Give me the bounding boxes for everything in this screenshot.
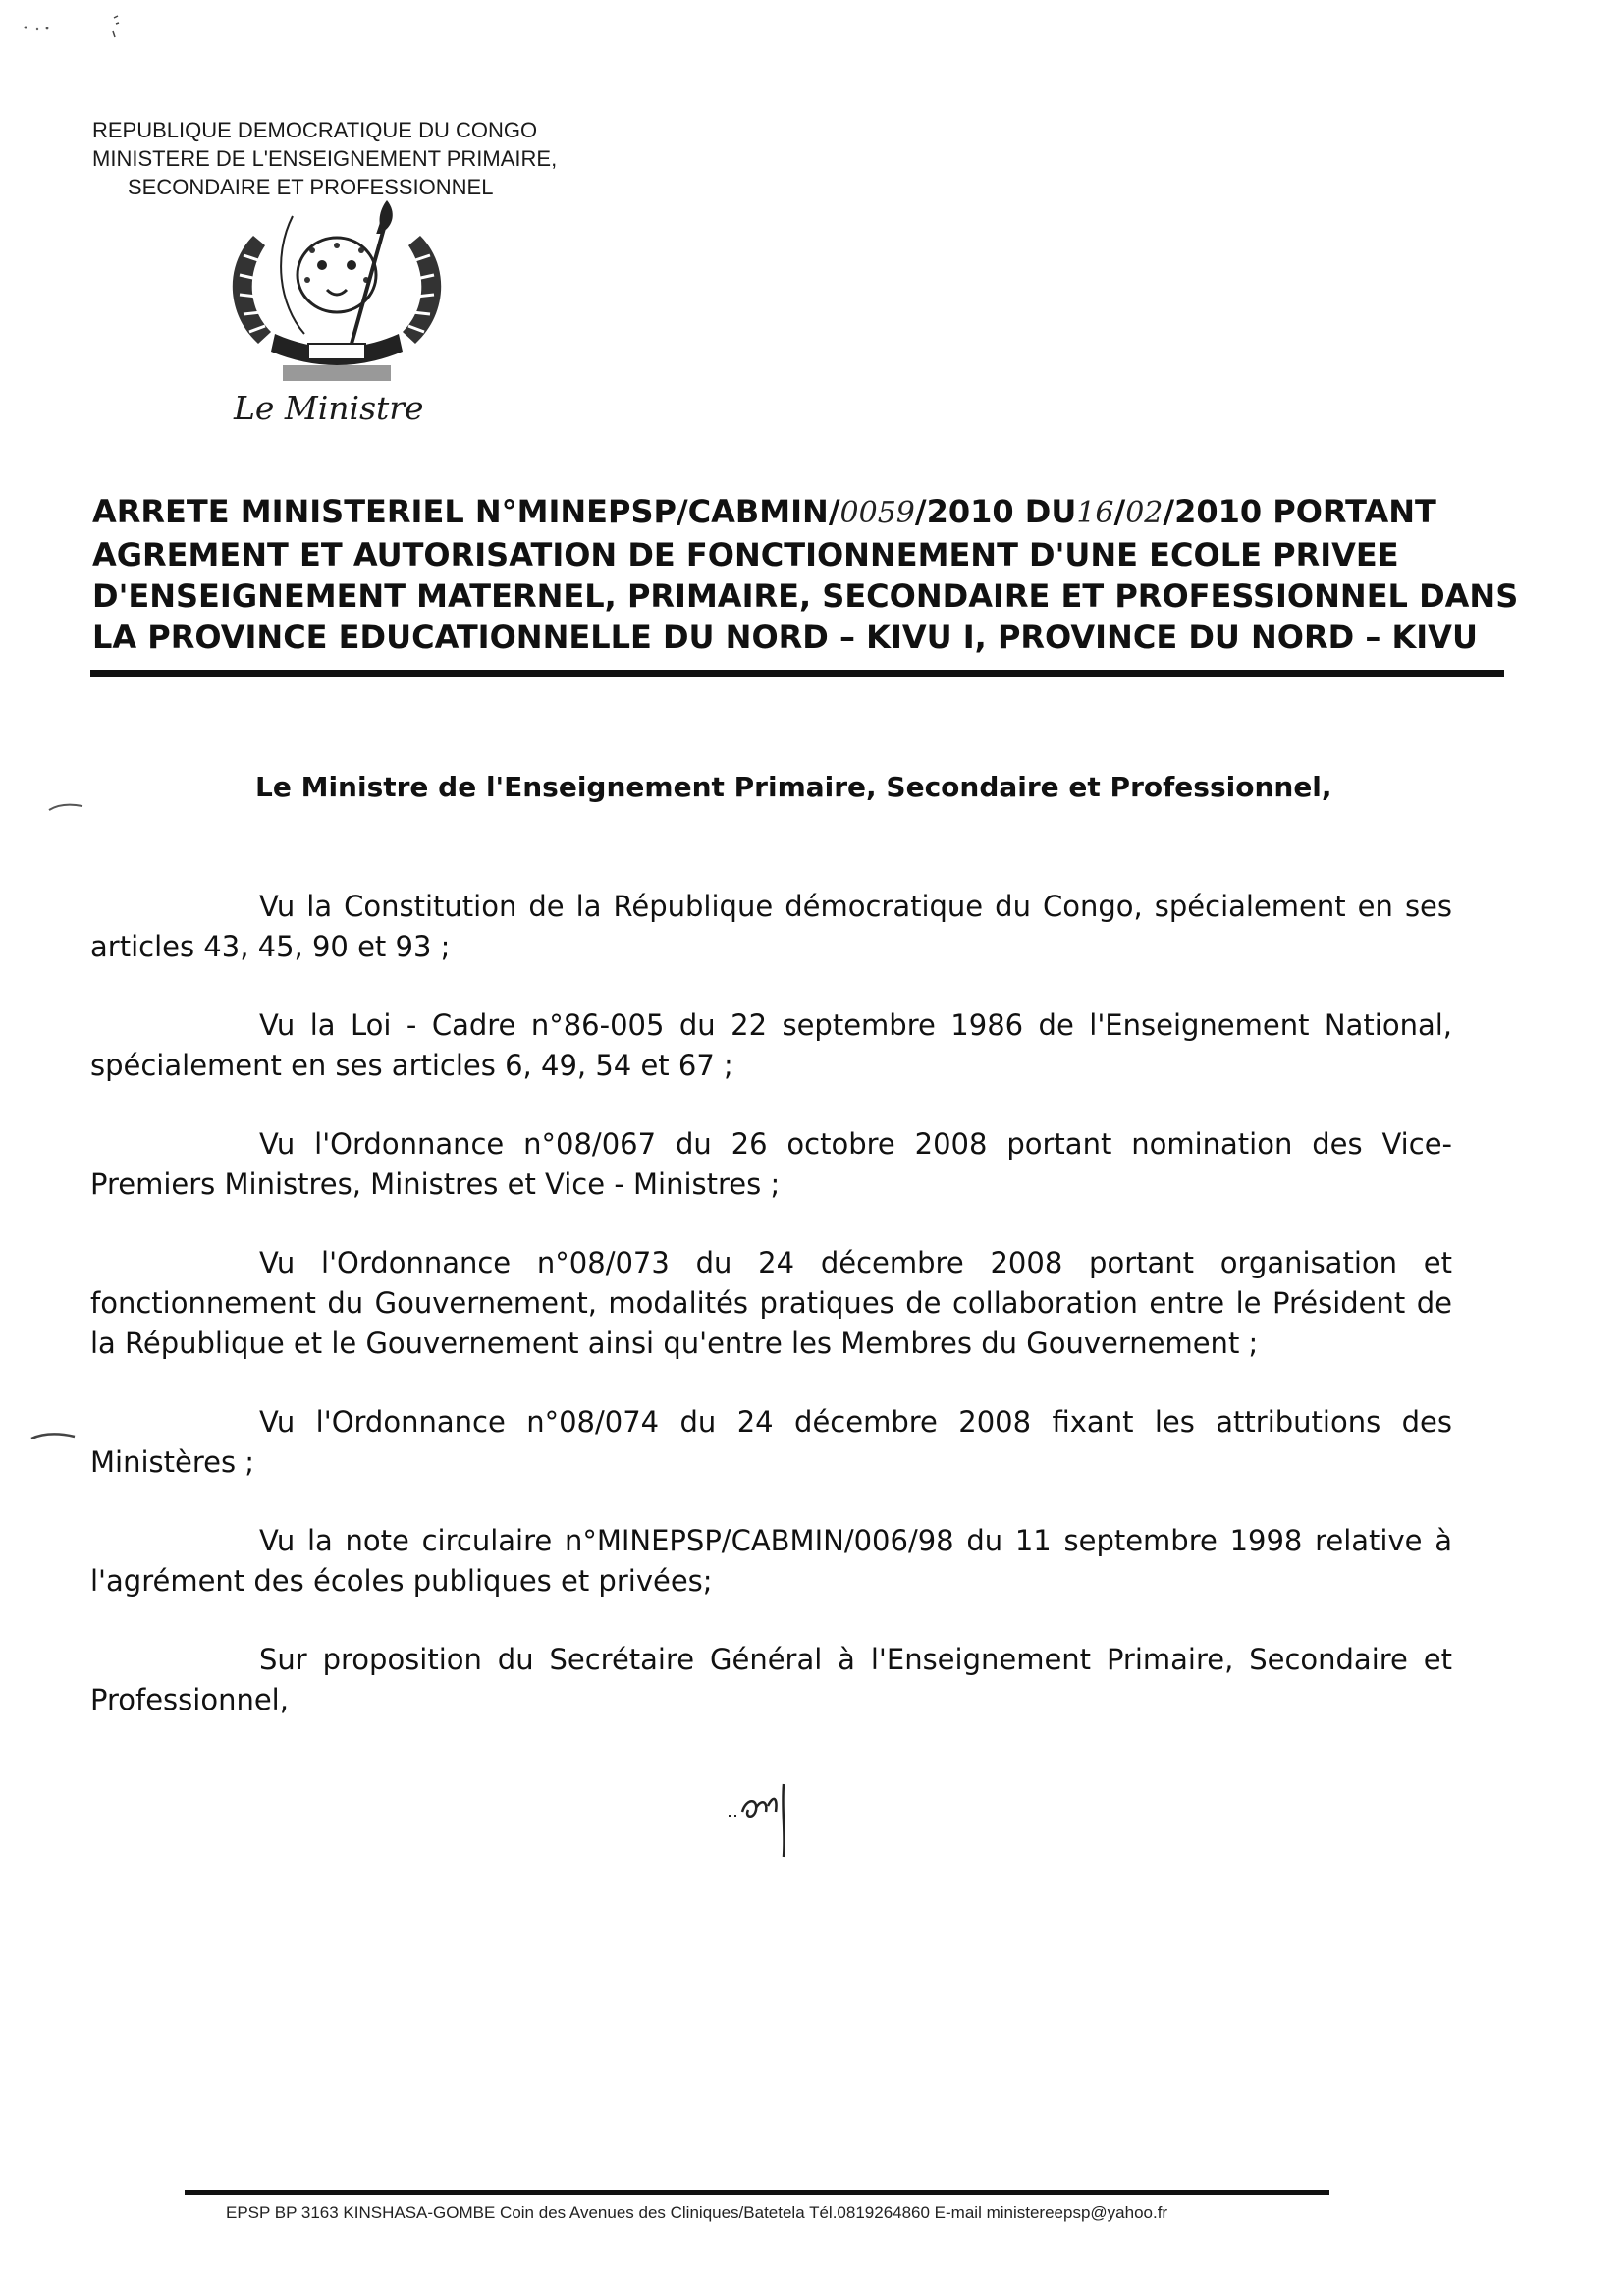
consideration-paragraph: Vu la note circulaire n°MINEPSP/CABMIN/006/98 du 11 septembre 1998 relative à l'agrément des écoles publiques et privées; [90, 1524, 1452, 1598]
consideration-paragraph: Vu l'Ordonnance n°08/067 du 26 octobre 2008 portant nomination des Vice-Premiers Ministres, Ministres et Vice - Ministres ; [90, 1127, 1452, 1201]
handwritten-initials-icon [725, 1772, 823, 1861]
margin-mark-icon [29, 1429, 79, 1444]
decree-date-prefix: /2010 DU [914, 493, 1077, 530]
header-country: REPUBLIQUE DEMOCRATIQUE DU CONGO [92, 118, 538, 142]
decree-reference-prefix: ARRETE MINISTERIEL N°MINEPSP/CABMIN/ [92, 493, 840, 530]
decree-title-line [92, 491, 1502, 534]
consideration-paragraph: Vu l'Ordonnance n°08/073 du 24 décembre 2008 portant organisation et fonctionnement du Gouvernement, modalités pratiques de collaboration entre le Président de la République et le Gouvernement ainsi qu'entre les Membres du Gouvernement ; [90, 1246, 1452, 1360]
consideration-paragraph: Vu la Constitution de la République démocratique du Congo, spécialement en ses articles 43, 45, 90 et 93 ; [90, 890, 1452, 963]
consideration-paragraph: Vu la Loi - Cadre n°86-005 du 22 septembre 1986 de l'Enseignement National, spécialement en ses articles 6, 49, 54 et 67 ; [90, 1008, 1452, 1082]
scan-specks-icon [20, 10, 137, 49]
title-divider [90, 670, 1504, 677]
header-ministry-cont: SECONDAIRE ET PROFESSIONNEL [128, 175, 494, 199]
decree-date-separator: / [1113, 493, 1126, 530]
considerations [90, 887, 1452, 1759]
decree-title-line: AGREMENT ET AUTORISATION DE FONCTIONNEMENT D'UNE ECOLE PRIVEE [92, 536, 1399, 573]
minister-title: Le Ministre [234, 389, 424, 427]
decree-title-line: LA PROVINCE EDUCATIONNELLE DU NORD – KIVU I, PROVINCE DU NORD – KIVU [92, 619, 1478, 656]
header-ministry: MINISTERE DE L'ENSEIGNEMENT PRIMAIRE, [92, 146, 558, 171]
consideration-paragraph: Vu l'Ordonnance n°08/074 du 24 décembre 2008 fixant les attributions des Ministères ; [90, 1405, 1452, 1479]
footer-contact: EPSP BP 3163 KINSHASA-GOMBE Coin des Avenues des Cliniques/Batetela Tél.0819264860 E-mail ministereepsp@yahoo.fr [226, 2203, 1168, 2222]
ministry-header [92, 116, 701, 201]
footer-divider [185, 2190, 1329, 2195]
decree-month-handwritten: 02 [1125, 496, 1164, 530]
consideration-paragraph: Sur proposition du Secrétaire Général à l'Enseignement Primaire, Secondaire et Professionnel, [90, 1643, 1452, 1716]
decree-number-handwritten: 0059 [839, 496, 915, 530]
decree-day-handwritten: 16 [1076, 496, 1114, 530]
decree-title-line: D'ENSEIGNEMENT MATERNEL, PRIMAIRE, SECONDAIRE ET PROFESSIONNEL DANS [92, 577, 1519, 615]
preamble: Le Ministre de l'Enseignement Primaire, Secondaire et Professionnel, [255, 771, 1332, 803]
coat-of-arms-icon [214, 196, 460, 383]
decree-title [92, 491, 1519, 658]
decree-year-suffix: /2010 PORTANT [1163, 493, 1436, 530]
margin-mark-icon [47, 800, 86, 814]
